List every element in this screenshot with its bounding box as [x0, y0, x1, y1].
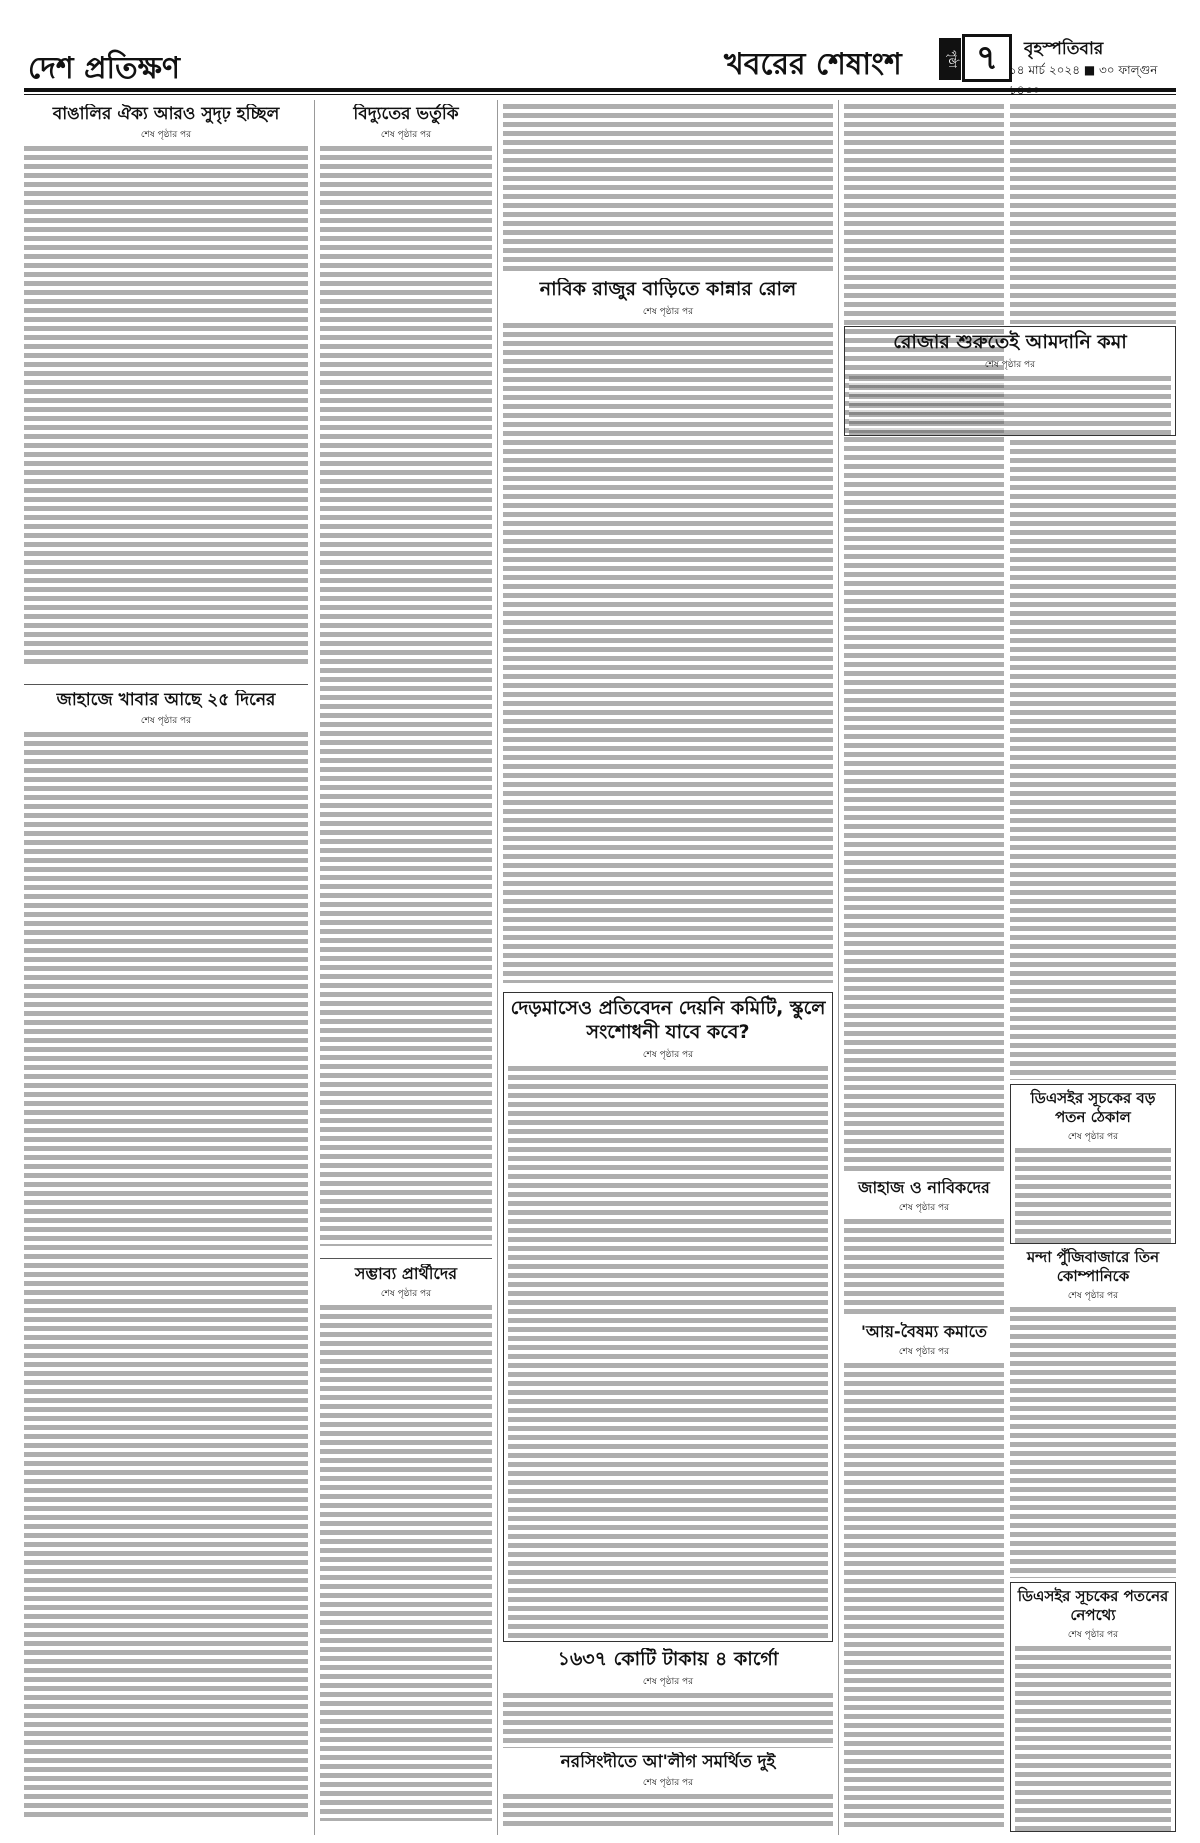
article-bangalir-oikko [24, 104, 308, 679]
continued-from-line: শেষ পৃষ্ঠার পর [1067, 1290, 1119, 1301]
article-body [503, 1693, 833, 1748]
article-body [24, 146, 308, 666]
article-narsingdi [503, 1752, 833, 1832]
article-col4-continuation [844, 104, 1004, 1174]
article-headline: ডিএসইর সূচকের পতনের নেপথ্যে [1017, 1587, 1169, 1624]
article-rojar-shurute-body [1010, 440, 1176, 1080]
article-headline: নরসিংদীতে আ'লীগ সমর্থিত দুই [560, 1752, 776, 1772]
article-headline: বিদ্যুতের ভর্তুকি [353, 104, 459, 124]
article-body [503, 323, 833, 983]
page-label: পৃষ্ঠা [939, 38, 961, 80]
article-body [1015, 1646, 1171, 1833]
continued-from-line: শেষ পৃষ্ঠার পর [642, 1049, 694, 1060]
article-manda-punjibazar [1010, 1248, 1176, 1578]
masthead [24, 30, 1176, 85]
article-dse-potoner-nepothe [1010, 1582, 1176, 1832]
article-nabik-raju [503, 278, 833, 988]
article-body [844, 1363, 1004, 1828]
article-body [508, 1066, 828, 1641]
article-col5-continuation [1010, 104, 1176, 324]
continued-from-line: শেষ পৃষ্ঠার পর [642, 1778, 694, 1789]
continued-from-line: শেষ পৃষ্ঠার পর [642, 1676, 694, 1687]
article-jahaj-o-nabik [844, 1178, 1004, 1318]
continued-from-line: শেষ পৃষ্ঠার পর [380, 130, 432, 141]
article-body [1010, 104, 1176, 324]
column-rule [314, 100, 315, 1835]
article-body [844, 104, 1004, 1174]
article-body [849, 376, 1171, 436]
article-body [844, 1219, 1004, 1314]
masthead-rule [24, 88, 1176, 92]
article-ay-boishommo [844, 1322, 1004, 1832]
continued-from-line: শেষ পৃষ্ঠার পর [898, 1203, 950, 1213]
continued-from-line: শেষ পৃষ্ঠার পর [984, 359, 1036, 370]
article-headline: ১৬৩৭ কোটি টাকায় ৪ কার্গো [557, 1648, 779, 1670]
article-top-continuation [503, 104, 833, 274]
section-title: খবরের শেষাংশ [724, 47, 902, 82]
continued-from-line: শেষ পৃষ্ঠার পর [140, 716, 192, 727]
article-dse-pata-thekal [1010, 1084, 1176, 1244]
article-headline: ডিএসইর সূচকের বড় পতন ঠেকাল [1030, 1089, 1156, 1126]
article-sombhabbo-prarthi [320, 1264, 492, 1830]
article-body [503, 1794, 833, 1829]
continued-from-line: শেষ পৃষ্ঠার পর [1067, 1629, 1119, 1640]
article-headline: দেড়মাসেও প্রতিবেদন দেয়নি কমিটি, স্কুলে সংশোধনী যাবে কবে? [510, 997, 826, 1043]
article-body [503, 104, 833, 274]
article-biddyuter-vortuki [320, 104, 492, 1254]
article-headline: জাহাজ ও নাবিকদের [858, 1178, 990, 1197]
masthead-rule-thin [24, 94, 1176, 95]
newspaper-name: দেশ প্রতিক্ষণ [28, 51, 181, 86]
article-headline: নাবিক রাজুর বাড়িতে কান্নার রোল [539, 278, 797, 300]
continued-from-line: শেষ পৃষ্ঠার পর [898, 1347, 950, 1357]
continued-from-line: শেষ পৃষ্ঠার পর [1067, 1131, 1119, 1142]
article-1637-koti [503, 1648, 833, 1748]
article-headline: রোজার শুরুতেই আমদানি কমা [893, 331, 1127, 353]
article-divider [320, 1258, 492, 1259]
article-headline: বাঙালির ঐক্য আরও সুদৃঢ় হচ্ছিল [52, 104, 280, 124]
article-headline: মন্দা পুঁজিবাজারে তিন কোম্পানিকে [1026, 1248, 1160, 1285]
page-number: ৭ [962, 34, 1012, 82]
article-headline: জাহাজে খাবার আছে ২৫ দিনের [56, 690, 276, 710]
article-body [24, 732, 308, 1817]
continued-from-line: শেষ পৃষ্ঠার পর [642, 306, 694, 317]
continued-from-line: শেষ পৃষ্ঠার পর [140, 130, 192, 141]
newspaper-logo [24, 30, 254, 85]
article-body [1010, 440, 1176, 1080]
article-jahaje-khabar [24, 690, 308, 1830]
continued-from-line: শেষ পৃষ্ঠার পর [380, 1289, 432, 1299]
date-line: ১৪ মার্চ ২০২৪ ■ ৩০ ফাল্গুন [1009, 63, 1158, 77]
article-deramashe-protibedon [503, 992, 833, 1642]
column-rule [838, 100, 839, 1835]
article-body [320, 146, 492, 1246]
article-headline: 'আয়-বৈষম্য কমাতে [860, 1322, 988, 1341]
article-body [1015, 1148, 1171, 1245]
article-rojar-shurute [844, 326, 1176, 436]
article-body [320, 1305, 492, 1821]
article-headline: সম্ভাব্য প্রার্থীদের [354, 1264, 458, 1283]
weekday: বৃহস্পতিবার [1024, 39, 1104, 59]
article-body [1010, 1307, 1176, 1579]
article-divider [24, 684, 308, 685]
column-rule [497, 100, 498, 1835]
